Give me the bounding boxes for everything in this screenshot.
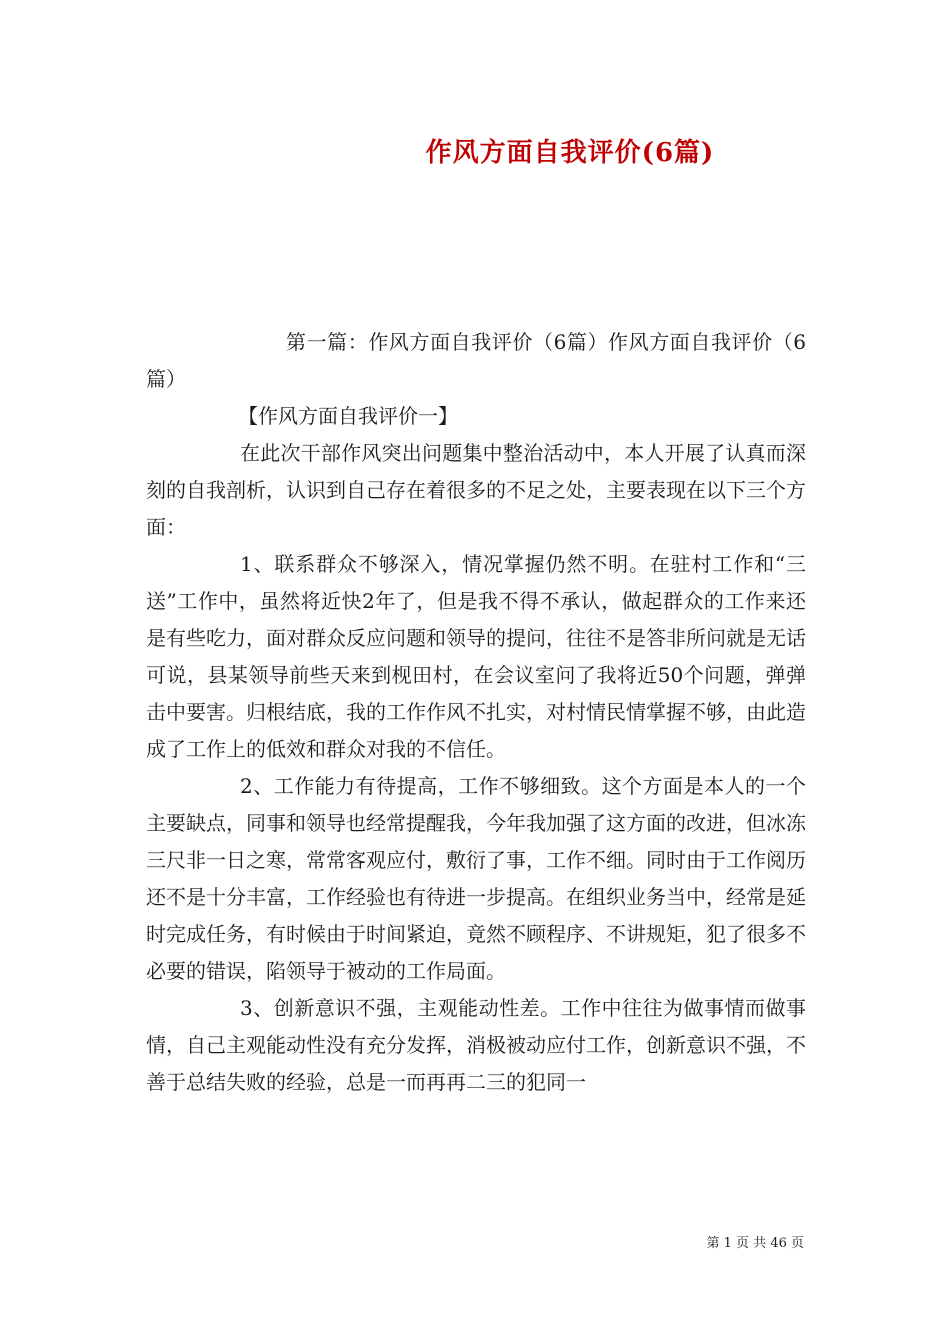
page-number-footer: 第 1 页 共 46 页 bbox=[706, 1236, 804, 1251]
body-paragraph: 3、创新意识不强，主观能动性差。工作中往往为做事情而做事情，自己主观能动性没有充分发挥，消极被动应付工作，创新意识不强，不善于总结失败的经验，总是一而再再二三的犯同一 bbox=[146, 996, 806, 1094]
intro-line: 第一篇：作风方面自我评价（6篇）作风方面自我评价（6篇） bbox=[146, 330, 806, 391]
document-title: 作风方面自我评价(6篇) bbox=[425, 138, 715, 168]
document-body bbox=[146, 324, 806, 1101]
section-heading: 【作风方面自我评价一】 bbox=[238, 404, 458, 428]
body-paragraph: 在此次干部作风突出问题集中整治活动中，本人开展了认真而深刻的自我剖析，认识到自己存在着很多的不足之处，主要表现在以下三个方面： bbox=[146, 441, 806, 539]
body-paragraph: 2、工作能力有待提高，工作不够细致。这个方面是本人的一个主要缺点，同事和领导也经常提醒我，今年我加强了这方面的改进，但冰冻三尺非一日之寒，常常客观应付，敷衍了事，工作不细。同时由于工作阅历还不是十分丰富，工作经验也有待进一步提高。在组织业务当中，经常是延时完成任务，有时候由于时间紧迫，竟然不顾程序、不讲规矩，犯了很多不必要的错误，陷领导于被动的工作局面。 bbox=[146, 774, 806, 983]
body-paragraph: 1、联系群众不够深入，情况掌握仍然不明。在驻村工作和“三送”工作中，虽然将近快2年了，但是我不得不承认，做起群众的工作来还是有些吃力，面对群众反应问题和领导的提问，往往不是答非所问就是无话可说，县某领导前些天来到枧田村，在会议室问了我将近50个问题，弹弹击中要害。归根结底，我的工作作风不扎实，对村情民情掌握不够，由此造成了工作上的低效和群众对我的不信任。 bbox=[146, 552, 806, 761]
